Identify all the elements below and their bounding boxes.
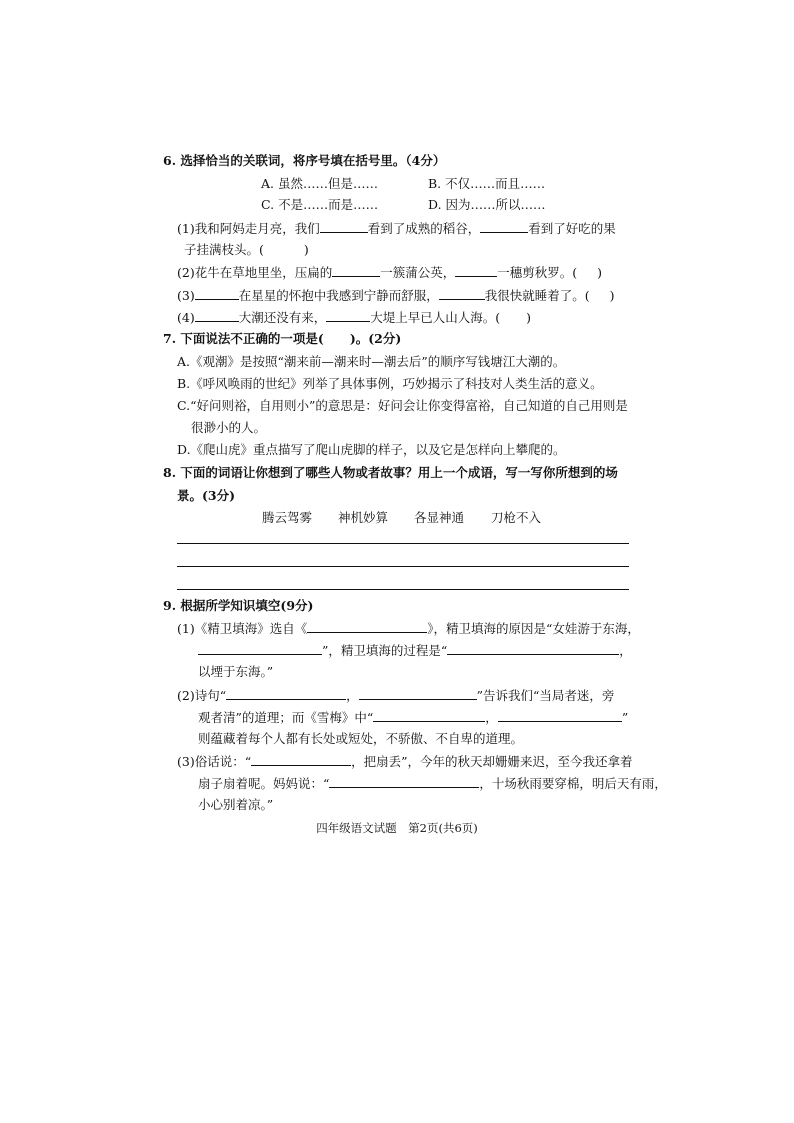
- q7-option-a: A.《观潮》是按照“潮来前—潮来时—潮去后”的顺序写钱塘江大潮的。: [177, 354, 566, 369]
- q8-idiom: 神机妙算: [338, 510, 389, 525]
- q6-item-4: (4) 大潮还没有来， 大堤上早已人山人海。( ): [177, 310, 532, 325]
- answer-blank[interactable]: [195, 308, 239, 322]
- answer-blank[interactable]: [373, 708, 485, 722]
- q9-part-1-end: 以堙于东海。”: [198, 664, 274, 679]
- q8-title: 8. 下面的词语让你想到了哪些人物或者故事？用上一个成语，写一写你所想到的场: [163, 465, 618, 480]
- answer-blank[interactable]: [439, 286, 485, 300]
- answer-blank[interactable]: [320, 219, 368, 233]
- answer-blank[interactable]: [332, 263, 380, 277]
- q6-item-1-cont: 子挂满枝头。( ): [184, 242, 309, 257]
- q8-idiom: 腾云驾雾: [262, 510, 313, 525]
- answer-blank[interactable]: [251, 752, 351, 766]
- q6-option-a: A. 虽然……但是……: [261, 176, 378, 191]
- q6-option-c: C. 不是……而是……: [261, 197, 379, 212]
- q9-part-3-end: 小心别着凉。”: [198, 797, 274, 812]
- q6-item-1: (1)我和阿妈走月亮，我们 看到了成熟的稻谷， 看到了好吃的果: [177, 221, 616, 236]
- q6-title: 6. 选择恰当的关联词，将序号填在括号里。（4分）: [163, 153, 446, 168]
- q9-part-1: (1)《精卫填海》选自《 》，精卫填海的原因是“女娃游于东海，: [177, 621, 640, 636]
- answer-blank[interactable]: [498, 708, 622, 722]
- answer-blank[interactable]: [326, 308, 370, 322]
- answer-blank[interactable]: [455, 263, 497, 277]
- q9-part-2-end: 则蕴藏着每个人都有长处或短处，不骄傲、不自卑的道理。: [198, 731, 524, 746]
- q7-option-d: D.《爬山虎》重点描写了爬山虎脚的样子，以及它是怎样向上攀爬的。: [177, 442, 566, 457]
- q9-title: 9. 根据所学知识填空(9分): [163, 598, 314, 613]
- q6-option-d: D. 因为……所以……: [428, 197, 546, 212]
- answer-blank[interactable]: [329, 774, 479, 788]
- q9-part-2-cont: 观者清”的道理；而《雪梅》中“ ， ”: [198, 710, 629, 725]
- writing-line[interactable]: [177, 589, 629, 590]
- answer-blank[interactable]: [226, 686, 346, 700]
- answer-blank[interactable]: [307, 619, 427, 633]
- q6-item-2: (2)花牛在草地里坐，压扁的 一簇蒲公英， 一穗剪秋罗。( ): [177, 265, 603, 280]
- q8-title-cont: 景。(3分): [177, 488, 236, 503]
- q9-part-3-cont: 扇子扇着呢。妈妈说：“ ，十场秋雨要穿棉，明后天有雨，: [198, 776, 667, 791]
- writing-line[interactable]: [177, 543, 629, 544]
- q7-title: 7. 下面说法不正确的一项是( )。(2分): [163, 331, 402, 346]
- q8-idiom: 各显神通: [414, 510, 465, 525]
- q7-option-c-cont: 很渺小的人。: [191, 420, 267, 435]
- answer-blank[interactable]: [480, 219, 528, 233]
- q7-option-c: C.“好问则裕，自用则小”的意思是：好问会让你变得富裕，自己知道的自己用则是: [177, 398, 628, 413]
- page-footer: 四年级语文试题 第2页(共6页): [316, 821, 478, 835]
- q6-option-b: B. 不仅……而且……: [428, 176, 546, 191]
- q6-item-3: (3) 在星星的怀抱中我感到宁静而舒服， 我很快就睡着了。( ): [177, 288, 615, 303]
- q9-part-2: (2)诗句“ ， ”告诉我们“当局者迷，旁: [177, 688, 615, 703]
- answer-blank[interactable]: [195, 286, 239, 300]
- q9-part-1-cont: ”，精卫填海的过程是“ ，: [198, 641, 632, 660]
- answer-blank[interactable]: [198, 641, 322, 655]
- answer-blank[interactable]: [447, 641, 619, 655]
- q8-idiom: 刀枪不入: [491, 510, 542, 525]
- answer-blank[interactable]: [359, 686, 477, 700]
- q9-part-3: (3)俗话说：“ ，把扇丢”，今年的秋天却姗姗来迟，至今我还拿着: [177, 754, 633, 769]
- q7-option-b: B.《呼风唤雨的世纪》列举了具体事例，巧妙揭示了科技对人类生活的意义。: [177, 376, 603, 391]
- writing-line[interactable]: [177, 566, 629, 567]
